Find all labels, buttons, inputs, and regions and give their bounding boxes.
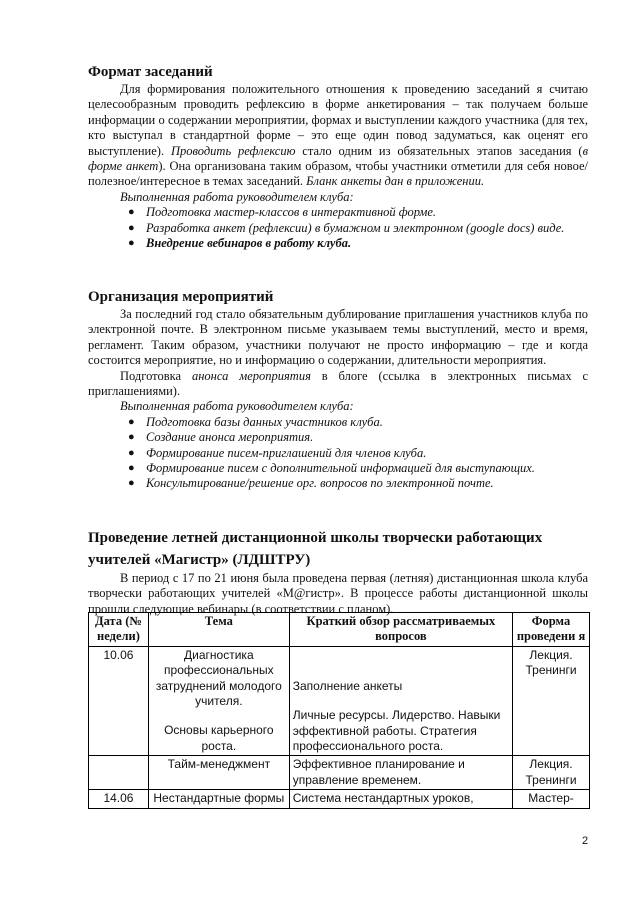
list-item: ● Создание анонса мероприятия.: [128, 430, 314, 445]
list-item: ● Формирование писем с дополнительной информацией для выступающих.: [128, 461, 535, 476]
paragraph: Подготовка анонса мероприятия в блоге (ссылка в электронных письмах с приглашениями).: [88, 368, 589, 399]
table-row: [89, 646, 590, 756]
section-heading: Формат заседаний: [88, 64, 213, 80]
table-cell-review: Заполнение анкеты Личные ресурсы. Лидерство. Навыки эффективной работы. Стратегия профессионального роста.: [289, 646, 512, 756]
table-cell-date: 10.06: [89, 646, 149, 756]
table-cell-form: Лекция. Тренинги: [513, 756, 590, 790]
column-header: Тема: [148, 613, 289, 647]
column-header: Дата (№ недели): [89, 613, 149, 647]
table-cell-form: Мастер-: [513, 790, 590, 808]
schedule-table: [88, 612, 590, 809]
work-list: [88, 205, 588, 251]
list-item: ● Консультирование/решение орг. вопросов по электронной почте.: [128, 476, 494, 491]
section-heading: Проведение летней дистанционной школы творчески работающих учителей «Магистр» (ЛДШТРУ): [88, 530, 543, 568]
work-list: [88, 415, 588, 492]
table-cell-topic: Диагностика профессиональных затруднений молодого учителя. Основы карьерного роста.: [148, 646, 289, 756]
bullet-icon: ●: [128, 206, 135, 219]
table-cell-date: [89, 756, 149, 790]
column-header: Краткий обзор рассматриваемых вопросов: [289, 613, 512, 647]
section-meeting-format: [88, 62, 588, 251]
work-label: Выполненная работа руководителем клуба:: [120, 399, 354, 414]
list-item: ● Внедрение вебинаров в работу клуба.: [128, 236, 352, 251]
bullet-icon: ●: [128, 462, 135, 475]
table-cell-topic: Нестандартные формы: [148, 790, 289, 808]
column-header: Форма проведени я: [513, 613, 590, 647]
section-heading: Организация мероприятий: [88, 289, 274, 305]
list-item: ● Формирование писем-приглашений для членов клуба.: [128, 445, 427, 460]
table-header-row: [89, 613, 590, 647]
paragraph: Для формирования положительного отношения к проведению заседаний я считаю целесообразным проводить рефлексию в форме анкетирования – так получаем больше информации о содержании мероприятии, формах и выступлении каждого участника (для тех, кто выступал в стандартной форме – это еще один повод задуматься, как оценят его выступление). Проводить рефлексию стало одним из обязательных этапов заседания (в форме анкет). Она организована таким образом, чтобы участники отметили для себя новое/полезное/интересное в темах заседаний. Бланк анкеты дан в приложении.: [88, 82, 588, 189]
page-number: 2: [582, 835, 589, 847]
table-cell-review: Эффективное планирование и управление временем.: [289, 756, 512, 790]
paragraph: В период с 17 по 21 июня была проведена первая (летняя) дистанционная школа клуба творчески работающих учителей «М@гистр». В процессе работы дистанционной школы прошли следующие вебинары (в соответствии с планом).: [88, 571, 588, 616]
table-row: [89, 790, 590, 808]
table-cell-topic: Тайм-менеджмент: [148, 756, 289, 790]
bullet-icon: ●: [128, 431, 135, 444]
list-item: ● Разработка анкет (рефлексии) в бумажном и электронном (google docs) виде.: [128, 220, 565, 235]
section-event-organization: [88, 287, 588, 492]
section-summer-school: [88, 527, 588, 617]
bullet-icon: ●: [128, 415, 135, 428]
bullet-icon: ●: [128, 221, 135, 234]
paragraph: За последний год стало обязательным дублирование приглашения участников клуба по электронной почте. В электронном письме указываем темы выступлений, место и время, регламент. Таким образом, участники получают не просто информацию – где и когда состоится мероприятие, но и информацию о содержании, длительности мероприятия.: [88, 307, 588, 368]
table-row: [89, 756, 590, 790]
work-label: Выполненная работа руководителем клуба:: [120, 189, 354, 204]
bullet-icon: ●: [128, 446, 135, 459]
list-item: ● Подготовка базы данных участников клуба.: [128, 414, 383, 429]
bullet-icon: ●: [128, 477, 135, 490]
table-cell-review: Система нестандартных уроков,: [289, 790, 512, 808]
list-item: ● Подготовка мастер-классов в интерактивной форме.: [128, 205, 437, 220]
table-cell-form: Лекция. Тренинги: [513, 646, 590, 756]
table-cell-date: 14.06: [89, 790, 149, 808]
bullet-icon: ●: [128, 237, 135, 250]
